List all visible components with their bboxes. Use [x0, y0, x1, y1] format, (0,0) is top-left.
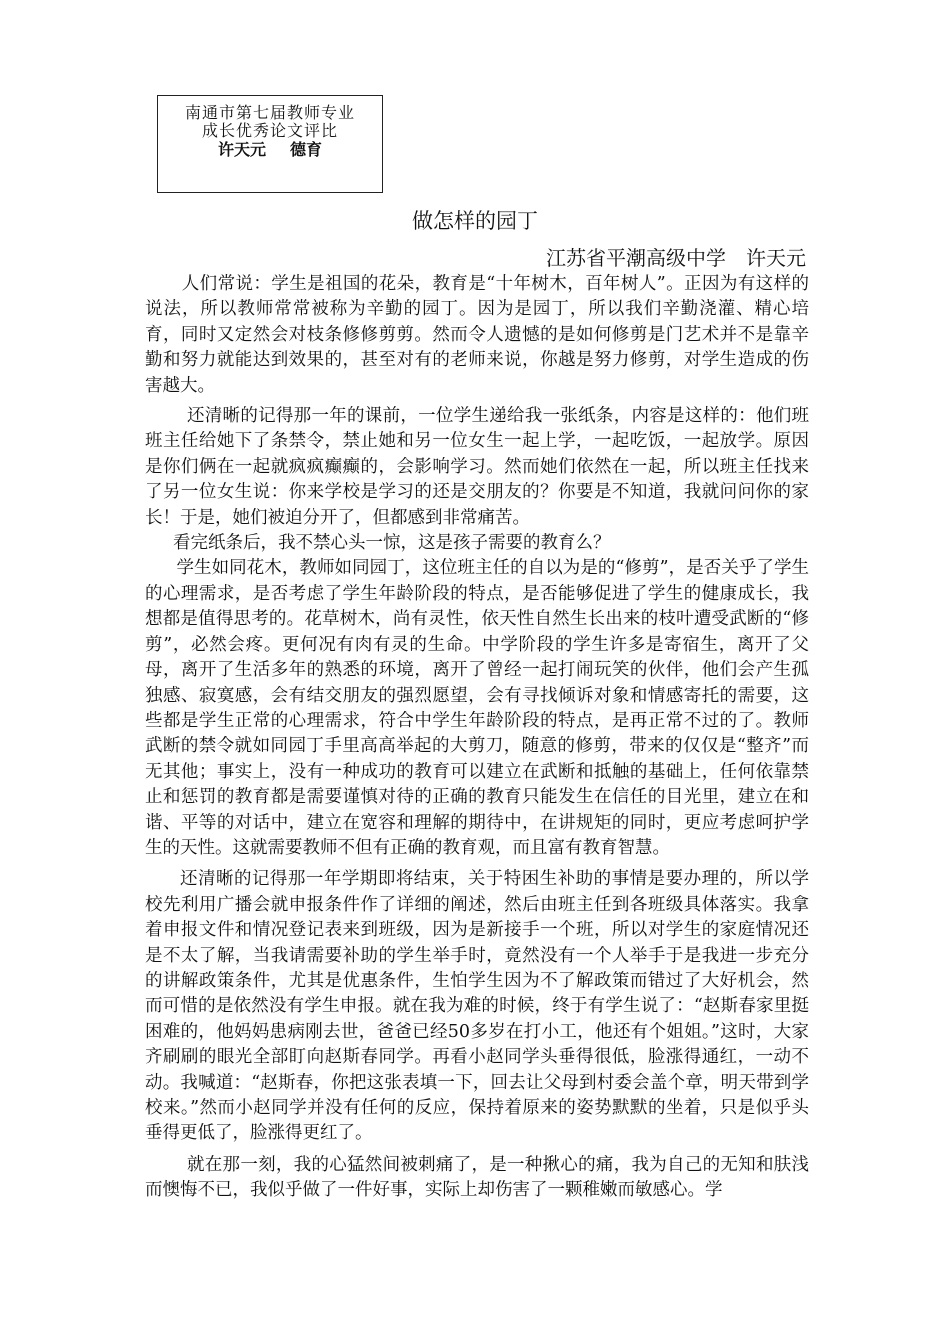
award-category: 德育: [290, 140, 323, 159]
award-title-line2: 成长优秀论文评比: [201, 121, 338, 140]
article-body: [145, 272, 809, 1204]
award-header-box: [157, 95, 383, 193]
paragraph-4: 学生如同花木，教师如同园丁，这位班主任的自以为是的“修剪”，是否关乎了学生的心理需求，是否考虑了学生年龄阶段的特点，是否能够促进了学生的健康成长，我想都是值得思考的。花草树木，尚有灵性，依天性自然生长出来的枝叶遭受武断的“修剪”，必然会疼。更何况有肉有灵的生命。中学阶段的学生许多是寄宿生，离开了父母，离开了生活多年的熟悉的环境，离开了曾经一起打闹玩笑的伙伴，他们会产生孤独感、寂寞感，会有结交朋友的强烈愿望，会有寻找倾诉对象和情感寄托的需要，这些都是学生正常的心理需求，符合中学生年龄阶段的特点，是再正常不过的了。教师武断的禁令就如同园丁手里高高举起的大剪刀，随意的修剪，带来的仅仅是“整齐”而无其他；事实上，没有一种成功的教育可以建立在武断和抵触的基础上，任何依靠禁止和惩罚的教育都是需要谨慎对待的正确的教育只能发生在信任的目光里，建立在和谐、平等的对话中，建立在宽容和理解的期待中，在讲规矩的同时，更应考虑呵护学生的天性。这就需要教师不但有正确的教育观，而且富有教育智慧。: [145, 558, 809, 858]
article-title: 做怎样的园丁: [412, 209, 538, 233]
award-author: 许天元: [217, 140, 266, 159]
author-school: 江苏省平潮高级中学: [546, 246, 726, 270]
paragraph-3: 看完纸条后，我不禁心头一惊，这是孩子需要的教育么？: [173, 533, 611, 554]
paragraph-2: 还清晰的记得那一年的课前，一位学生递给我一张纸条，内容是这样的：他们班班主任给她下了条禁令，禁止她和另一位女生一起上学，一起吃饭，一起放学。原因是你们俩在一起就疯疯癫癫的，会影响学习。然而她们依然在一起，所以班主任找来了另一位女生说：你来学校是学习的还是交朋友的？你要是不知道，我就问问你的家长！于是，她们被迫分开了，但都感到非常痛苦。: [145, 406, 809, 528]
paragraph-5: 还清晰的记得那一年学期即将结束，关于特困生补助的事情是要办理的，所以学校先利用广播会就申报条件作了详细的阐述，然后由班主任到各班级具体落实。我拿着申报文件和情况登记表来到班级，因为是新接手一个班，所以对学生的家庭情况还是不太了解，当我请需要补助的学生举手时，竟然没有一个人举手于是我进一步充分的讲解政策条件，尤其是优惠条件，生怕学生因为不了解政策而错过了大好机会，然而可惜的是依然没有学生申报。就在我为难的时候，终于有学生说了：“赵斯春家里挺困难的，他妈妈患病刚去世，爸爸已经50多岁在打小工，他还有个姐姐。”这时，大家齐刷刷的眼光全部盯向赵斯春同学。再看小赵同学头垂得很低，脸涨得通红，一动不动。我喊道：“赵斯春，你把这张表填一下，回去让父母到村委会盖个章，明天带到学校来。”然而小赵同学并没有任何的反应，保持着原来的姿势默默的坐着，只是似乎头垂得更低了，脸涨得更红了。: [145, 869, 809, 1144]
award-author-category: [158, 140, 382, 160]
paragraph-6: 就在那一刻，我的心猛然间被刺痛了，是一种揪心的痛，我为自己的无知和肤浅而懊悔不已，我似乎做了一件好事，实际上却伤害了一颗稚嫩而敏感心。学: [145, 1154, 809, 1201]
author-name: 许天元: [746, 246, 806, 270]
paragraph-1: 人们常说：学生是祖国的花朵，教育是“十年树木，百年树人”。正因为有这样的说法，所以教师常常被称为辛勤的园丁。因为是园丁，所以我们辛勤浇灌、精心培育，同时又定然会对枝条修修剪剪。然而令人遗憾的是如何修剪是门艺术并不是靠辛勤和努力就能达到效果的，甚至对有的老师来说，你越是努力修剪，对学生造成的伤害越大。: [145, 274, 809, 396]
award-title-line1: 南通市第七届教师专业: [184, 103, 355, 122]
article-byline: [546, 245, 806, 271]
